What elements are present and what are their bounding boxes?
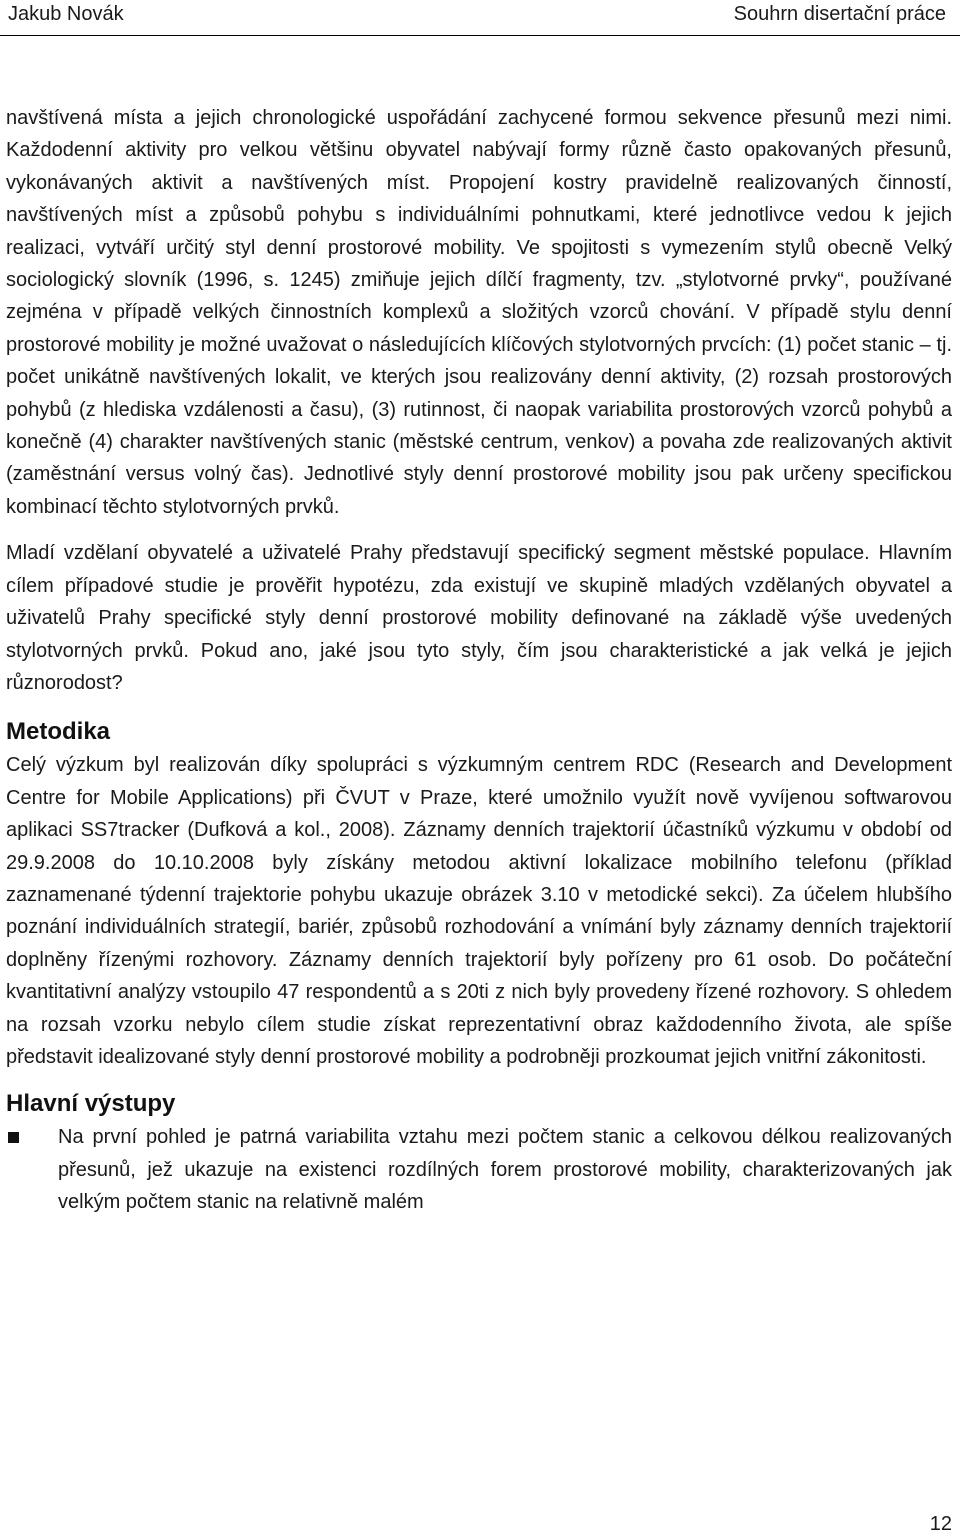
square-bullet-icon — [8, 1132, 19, 1143]
page-header — [0, 0, 960, 36]
outputs-bullet-list — [6, 1121, 952, 1218]
page-number: 12 — [929, 1513, 952, 1535]
header-author: Jakub Novák — [8, 3, 124, 25]
intro-paragraph: navštívená místa a jejich chronologické uspořádání zachycené formou sekvence přesunů mezi nimi. Každodenní aktivity pro velkou většinu obyvatel nabývají formy různě často opakovaných přesunů, vykonávaných aktivit a navštívených míst. Propojení kostry pravidelně realizovaných činností, navštívených míst a způsobů pohybu s individuálními pohnutkami, které jednotlivce vedou k jejich realizaci, vytváří určitý styl denní prostorové mobility. Ve spojitosti s vymezením stylů obecně Velký sociologický slovník (1996, s. 1245) zmiňuje jejich dílčí fragmenty, tzv. „stylotvorné prvky“, používané zejména v případě velkých činnostních komplexů a složitých vzorců chování. V případě stylu denní prostorové mobility je možné uvažovat o následujících klíčových stylotvorných prvcích: (1) počet stanic – tj. počet unikátně navštívených lokalit, ve kterých jsou realizovány denní aktivity, (2) rozsah prostorových pohybů (z hlediska vzdálenosti a času), (3) rutinnost, či naopak variabilita prostorových vzorců pohybů a konečně (4) charakter navštívených stanic (městské centrum, venkov) a povaha zde realizovaných aktivit (zaměstnání versus volný čas). Jednotlivé styly denní prostorové mobility jsou pak určeny specifickou kombinací těchto stylotvorných prvků. — [6, 107, 952, 518]
section-heading-hlavni-vystupy: Hlavní výstupy — [6, 1090, 176, 1118]
header-doc-title: Souhrn disertační práce — [733, 3, 946, 25]
section-heading-metodika: Metodika — [6, 718, 111, 746]
hypothesis-paragraph: Mladí vzdělaní obyvatelé a uživatelé Prahy představují specifický segment městské populace. Hlavním cílem případové studie je prověřit hypotézu, zda existují ve skupině mladých vzdělaných obyvatel a uživatelů Prahy specifické styly denní prostorové mobility definované na základě výše uvedených stylotvorných prvků. Pokud ano, jaké jsou tyto styly, čím jsou charakteristické a jak velká je jejich různorodost? — [6, 542, 952, 694]
list-item — [6, 1121, 952, 1218]
page-content — [6, 102, 952, 1219]
bullet-text: Na první pohled je patrná variabilita vztahu mezi počtem stanic a celkovou délkou realizovaných přesunů, jež ukazuje na existenci rozdílných forem prostorové mobility, charakterizovaných jak velkým počtem stanic na relativně malém — [58, 1126, 952, 1214]
metodika-paragraph: Celý výzkum byl realizován díky spolupráci s výzkumným centrem RDC (Research and Development Centre for Mobile Applications) při ČVUT v Praze, které umožnilo využít nově vyvíjenou softwarovou aplikaci SS7tracker (Dufková a kol., 2008). Záznamy denních trajektorií účastníků výzkumu v období od 29.9.2008 do 10.10.2008 byly získány metodou aktivní lokalizace mobilního telefonu (příklad zaznamenané týdenní trajektorie pohybu ukazuje obrázek 3.10 v metodické sekci). Za účelem hlubšího poznání individuálních strategií, bariér, způsobů rozhodování a vnímání byly záznamy denních trajektorií doplněny řízenými rozhovory. Záznamy denních trajektorií byly pořízeny pro 61 osob. Do počáteční kvantitativní analýzy vstoupilo 47 respondentů a s 20ti z nich byly provedeny řízené rozhovory. S ohledem na rozsah vzorku nebylo cílem studie získat reprezentativní obraz každodenního života, ale spíše představit idealizované styly denní prostorové mobility a podrobněji prozkoumat jejich vnitřní zákonitosti. — [6, 754, 952, 1068]
